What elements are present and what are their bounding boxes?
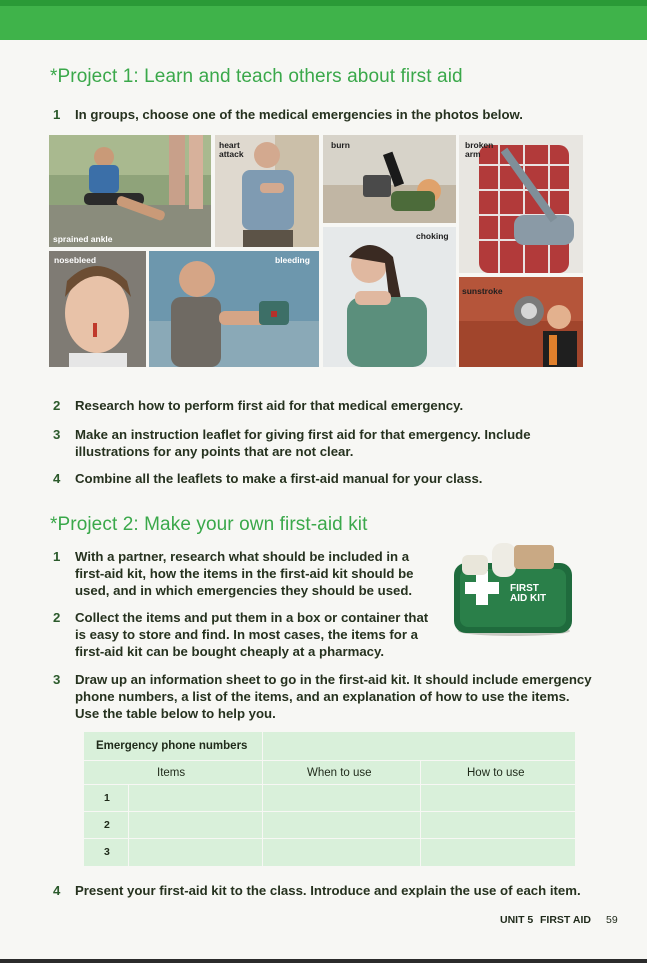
page-number: 59 (606, 914, 618, 926)
step-text: Combine all the leaflets to make a first-aid manual for your class. (75, 471, 483, 486)
footer-title: FIRST AID (540, 914, 591, 926)
step-text: Make an instruction leaflet for giving first aid for that emergency. Include illustrations for any points that are not clear. (75, 427, 531, 459)
project2-step-2 (53, 609, 443, 660)
table-row-number: 2 (104, 819, 110, 831)
project2-step-1 (53, 548, 443, 599)
project1-step-4 (53, 470, 593, 487)
caption-choking: choking (416, 231, 449, 241)
photo-sunstroke (459, 277, 583, 367)
project2-step-3 (53, 671, 633, 722)
caption-sprained-ankle: sprained ankle (53, 234, 113, 244)
caption-heart-attack: heart attack (219, 140, 244, 159)
kit-label: FIRST AID KIT (510, 583, 547, 604)
step-text: In groups, choose one of the medical emergencies in the photos below. (75, 107, 523, 122)
project1-step-1 (53, 106, 593, 123)
step-number: 4 (53, 883, 61, 898)
emergency-photo-collage (49, 135, 583, 367)
photo-broken-arm (459, 135, 583, 273)
caption-burn: burn (331, 140, 350, 150)
top-green-band (0, 0, 647, 40)
step-number: 1 (53, 107, 61, 122)
table-col-when: When to use (307, 767, 372, 779)
project2-heading: *Project 2: Make your own first-aid kit (50, 514, 368, 535)
step-text: Collect the items and put them in a box or container that is easy to store and find. In most cases, the items for a first-aid kit can be bought cheaply at a pharmacy. (75, 610, 429, 659)
table-divider (420, 760, 421, 866)
step-number: 2 (53, 398, 61, 413)
step-text: Present your first-aid kit to the class. Introduce and explain the use of each item. (75, 883, 581, 898)
photo-sprained-ankle (49, 135, 211, 247)
step-number: 4 (53, 471, 61, 486)
step-number: 3 (53, 427, 61, 442)
bottom-edge (0, 959, 647, 963)
table-row-number: 3 (104, 846, 110, 858)
table-row-number: 1 (104, 792, 110, 804)
step-number: 2 (53, 610, 61, 625)
project1-step-3 (53, 426, 613, 460)
table-divider (262, 732, 263, 866)
photo-heart-attack (215, 135, 319, 247)
table-phone-header: Emergency phone numbers (96, 740, 248, 752)
caption-sunstroke: sunstroke (462, 286, 503, 296)
photo-nosebleed (49, 251, 146, 367)
table-row (84, 784, 575, 812)
photo-bleeding (149, 251, 319, 367)
project2-step-4 (53, 882, 633, 899)
footer-unit: UNIT 5 (500, 914, 534, 926)
project1-heading: *Project 1: Learn and teach others about first aid (50, 66, 463, 87)
table-divider (128, 784, 129, 866)
photo-choking (323, 227, 456, 367)
photo-burn (323, 135, 456, 223)
step-number: 1 (53, 549, 61, 564)
first-aid-kit-image (452, 541, 574, 637)
info-sheet-table (84, 732, 575, 866)
table-row (84, 811, 575, 839)
step-text: With a partner, research what should be included in a first-aid kit, how the items in the first-aid kit should be used, and in which emergencies they should be used. (75, 549, 414, 598)
table-row (84, 838, 575, 866)
caption-nosebleed: nosebleed (54, 255, 97, 265)
project1-step-2 (53, 397, 593, 414)
step-text: Draw up an information sheet to go in the first-aid kit. It should include emergency phone numbers, a list of the items, and an explanation of how to use the items. Use the table below to help you. (75, 672, 592, 721)
table-col-items: Items (157, 767, 186, 779)
caption-broken-arm: broken arm (465, 140, 494, 159)
table-col-how: How to use (467, 767, 525, 779)
caption-bleeding: bleeding (275, 255, 310, 265)
step-number: 3 (53, 672, 61, 687)
step-text: Research how to perform first aid for that medical emergency. (75, 398, 464, 413)
